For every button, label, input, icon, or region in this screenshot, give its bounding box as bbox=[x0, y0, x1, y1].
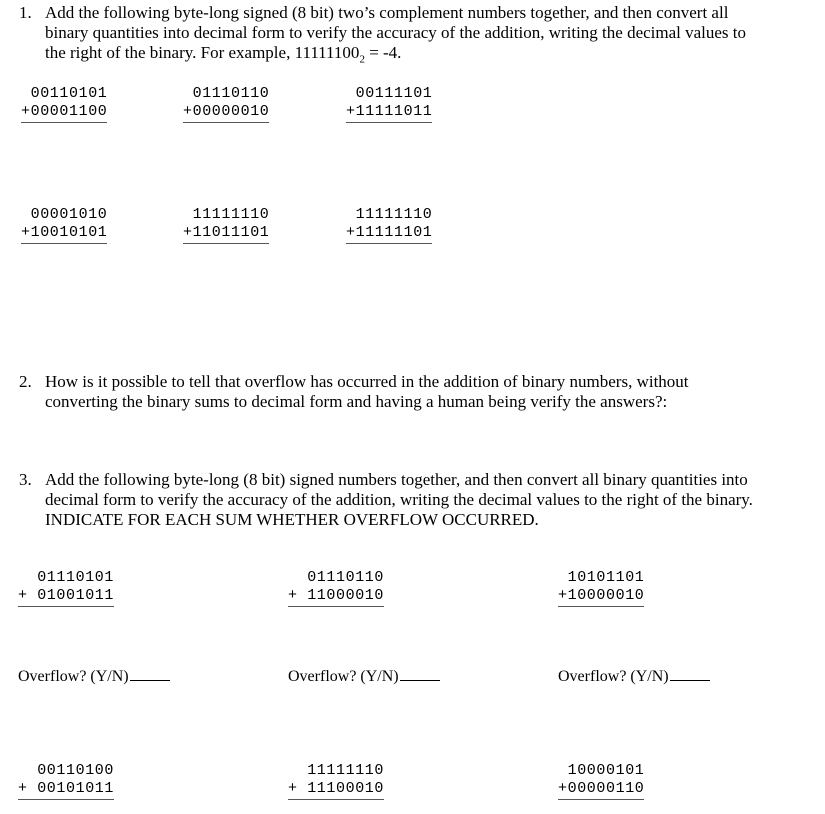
q3-problem-5-top: 11111110 bbox=[288, 762, 385, 779]
overflow-prompt-1 bbox=[18, 668, 170, 686]
question-2-text bbox=[45, 372, 689, 412]
example-base-subscript: 2 bbox=[359, 53, 365, 66]
overflow-answer-blank-1[interactable] bbox=[130, 679, 170, 681]
overflow-label-3: Overflow? (Y/N) bbox=[558, 668, 669, 685]
q3-problem-6 bbox=[558, 762, 644, 800]
overflow-answer-blank-2[interactable] bbox=[400, 679, 440, 681]
overflow-label-1: Overflow? (Y/N) bbox=[18, 668, 129, 685]
q1-problem-3-bottom: +11111011 bbox=[346, 103, 432, 123]
overflow-prompt-3 bbox=[558, 668, 710, 686]
q3-problem-1-bottom: + 01001011 bbox=[18, 587, 114, 607]
q3-problem-5 bbox=[288, 762, 384, 800]
question-3-line-3: INDICATE FOR EACH SUM WHETHER OVERFLOW OCCURRED. bbox=[45, 510, 539, 529]
question-2 bbox=[19, 372, 809, 414]
q1-problem-2 bbox=[183, 85, 269, 123]
q3-problem-3 bbox=[558, 569, 644, 607]
q3-problem-4-bottom: + 00101011 bbox=[18, 780, 114, 800]
q1-problem-4-top: 00001010 bbox=[21, 206, 108, 223]
q1-problem-5 bbox=[183, 206, 269, 244]
q3-problem-5-bottom: + 11100010 bbox=[288, 780, 384, 800]
example-suffix: = -4. bbox=[364, 43, 402, 62]
q1-problem-6-top: 11111110 bbox=[346, 206, 433, 223]
question-2-line-2: converting the binary sums to decimal form and having a human being verify the answers?: bbox=[45, 392, 668, 411]
q3-problem-6-bottom: +00000110 bbox=[558, 780, 644, 800]
overflow-answer-blank-3[interactable] bbox=[670, 679, 710, 681]
question-1-text bbox=[45, 3, 747, 66]
q3-problem-3-bottom: +10000010 bbox=[558, 587, 644, 607]
question-1-line-2: binary quantities into decimal form to verify the accuracy of the addition, writing the decimal values to bbox=[45, 23, 747, 42]
question-3-line-1: Add the following byte-long (8 bit) signed numbers together, and then convert all binary quantities into bbox=[45, 470, 748, 489]
overflow-label-2: Overflow? (Y/N) bbox=[288, 668, 399, 685]
q1-problem-1-top: 00110101 bbox=[21, 85, 108, 102]
q3-problem-1 bbox=[18, 569, 114, 607]
q1-problem-6 bbox=[346, 206, 432, 244]
q1-problem-4 bbox=[21, 206, 107, 244]
question-3-line-2: decimal form to verify the accuracy of the addition, writing the decimal values to the right of the binary. bbox=[45, 490, 753, 509]
question-1-line-3 bbox=[45, 43, 746, 66]
q1-problem-1 bbox=[21, 85, 107, 123]
q1-problem-1-bottom: +00001100 bbox=[21, 103, 107, 123]
q3-problem-2-top: 01110110 bbox=[288, 569, 385, 586]
question-1-number: 1. bbox=[19, 3, 32, 22]
question-1 bbox=[19, 3, 809, 65]
question-3-text bbox=[45, 470, 753, 530]
question-2-line-1: How is it possible to tell that overflow has occurred in the addition of binary numbers, without bbox=[45, 372, 689, 391]
q3-problem-4-top: 00110100 bbox=[18, 762, 115, 779]
question-3-number: 3. bbox=[19, 470, 32, 489]
q3-problem-2 bbox=[288, 569, 384, 607]
question-1-line-1: Add the following byte-long signed (8 bit) two’s complement numbers together, and then convert all bbox=[45, 3, 729, 22]
overflow-prompt-2 bbox=[288, 668, 440, 686]
q1-problem-3-top: 00111101 bbox=[346, 85, 433, 102]
example-prefix: the right of the binary. For example, 11111100 bbox=[45, 43, 360, 62]
q1-problem-5-bottom: +11011101 bbox=[183, 224, 269, 244]
question-2-number: 2. bbox=[19, 372, 32, 391]
question-3 bbox=[19, 470, 819, 532]
q1-problem-5-top: 11111110 bbox=[183, 206, 270, 223]
q3-problem-4 bbox=[18, 762, 114, 800]
q3-problem-1-top: 01110101 bbox=[18, 569, 115, 586]
q3-problem-6-top: 10000101 bbox=[558, 762, 645, 779]
q1-problem-6-bottom: +11111101 bbox=[346, 224, 432, 244]
q1-problem-2-bottom: +00000010 bbox=[183, 103, 269, 123]
q1-problem-3 bbox=[346, 85, 432, 123]
q3-problem-3-top: 10101101 bbox=[558, 569, 645, 586]
q3-problem-2-bottom: + 11000010 bbox=[288, 587, 384, 607]
q1-problem-2-top: 01110110 bbox=[183, 85, 270, 102]
q1-problem-4-bottom: +10010101 bbox=[21, 224, 107, 244]
